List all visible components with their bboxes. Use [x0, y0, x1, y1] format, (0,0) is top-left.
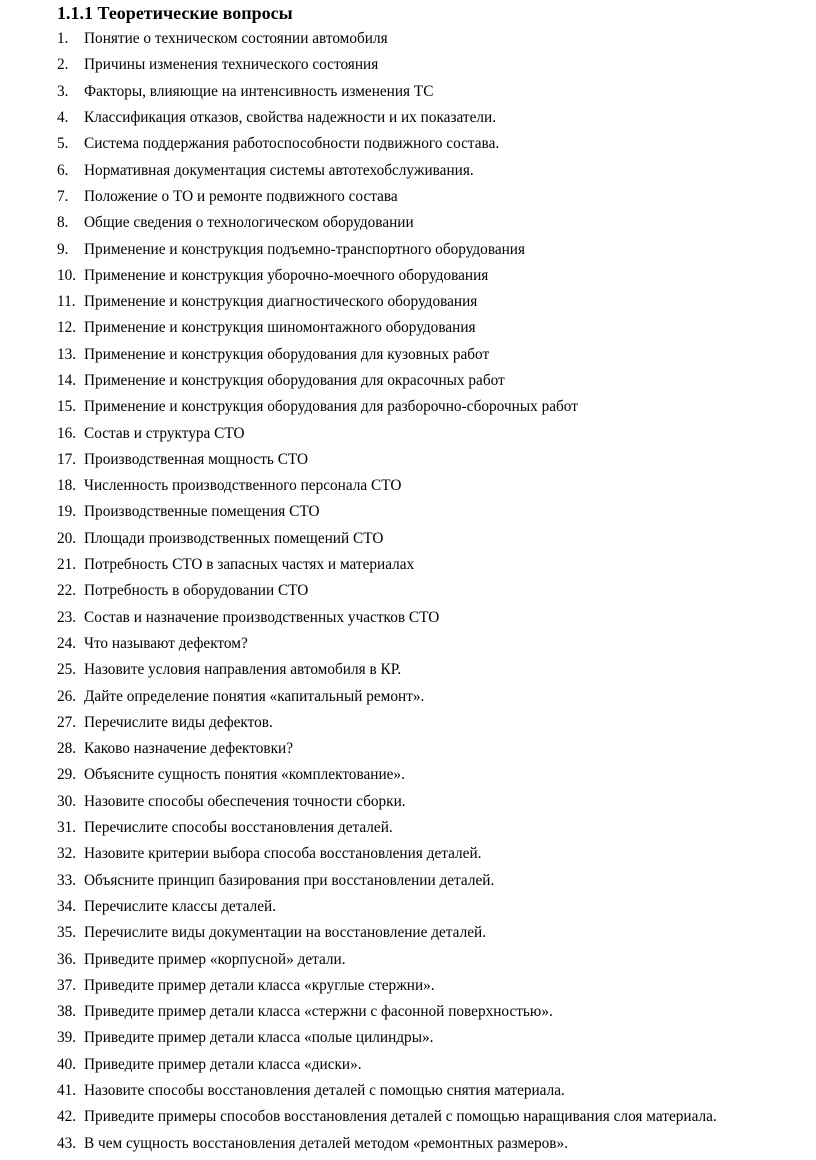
question-item [0, 473, 816, 499]
question-item [0, 499, 816, 525]
question-number: 4. [57, 109, 69, 127]
question-text: Применение и конструкция диагностического оборудования [84, 293, 478, 311]
question-number: 41. [57, 1082, 77, 1100]
question-text: Потребность в оборудовании СТО [84, 582, 309, 600]
question-number: 29. [57, 766, 77, 784]
question-number: 39. [57, 1029, 77, 1047]
question-text: Применение и конструкция подъемно-транспортного оборудования [84, 240, 526, 258]
question-text: Производственные помещения СТО [84, 503, 320, 521]
question-text: Назовите способы обеспечения точности сборки. [84, 792, 406, 810]
question-item [0, 683, 816, 709]
question-number: 25. [57, 661, 77, 679]
question-text: Классификация отказов, свойства надежности и их показатели. [84, 109, 497, 127]
question-text: Применение и конструкция уборочно-моечного оборудования [84, 266, 489, 284]
question-text: В чем сущность восстановления деталей методом «ремонтных размеров». [84, 1134, 568, 1152]
question-text: Применение и конструкция оборудования для окрасочных работ [84, 372, 505, 389]
question-item [0, 447, 816, 473]
question-text: Назовите условия направления автомобиля в КР. [84, 661, 402, 679]
question-text: Общие сведения о технологическом оборудовании [84, 214, 414, 232]
question-number: 8. [57, 214, 69, 232]
question-text: Приведите пример детали класса «диски». [84, 1055, 362, 1073]
question-item [0, 868, 816, 894]
question-number: 6. [57, 161, 69, 179]
question-text: Потребность СТО в запасных частях и материалах [84, 556, 415, 574]
question-text: Факторы, влияющие на интенсивность изменения ТС [84, 82, 434, 100]
question-text: Положение о ТО и ремонте подвижного состава [84, 187, 398, 205]
question-text: Понятие о техническом состоянии автомобиля [84, 30, 388, 48]
question-number: 28. [57, 740, 77, 758]
question-item [0, 815, 816, 841]
question-number: 38. [57, 1003, 77, 1021]
question-number: 26. [57, 687, 77, 705]
question-text: Каково назначение дефектовки? [84, 740, 293, 758]
question-number: 33. [57, 871, 77, 889]
question-text: Дайте определение понятия «капитальный ремонт». [84, 687, 425, 705]
question-text: Приведите пример детали класса «круглые стержни». [84, 976, 435, 994]
question-text: Назовите критерии выбора способа восстановления деталей. [84, 845, 482, 863]
question-number: 7. [57, 187, 69, 205]
question-item [0, 52, 816, 78]
question-item [0, 394, 816, 420]
question-number: 43. [57, 1134, 77, 1152]
question-item [0, 946, 816, 972]
question-item [0, 999, 816, 1025]
question-number: 23. [57, 608, 77, 626]
question-number: 30. [57, 792, 77, 810]
question-text: Состав и структура СТО [84, 424, 245, 442]
question-item [0, 236, 816, 262]
question-text: Перечислите классы деталей. [84, 897, 277, 915]
question-item [0, 1078, 816, 1104]
question-text: Численность производственного персонала СТО [84, 477, 402, 495]
question-number: 24. [57, 634, 77, 652]
question-list [0, 26, 816, 1157]
question-item [0, 1130, 816, 1156]
question-number: 42. [57, 1108, 77, 1126]
question-text: Перечислите виды дефектов. [84, 713, 273, 731]
question-number: 10. [57, 266, 77, 284]
question-text: Причины изменения технического состояния [84, 56, 379, 74]
question-number: 12. [57, 319, 77, 337]
question-item [0, 184, 816, 210]
question-item [0, 920, 816, 946]
question-text: Назовите способы восстановления деталей с помощью снятия материала. [84, 1082, 565, 1100]
question-number: 37. [57, 976, 77, 994]
question-number: 32. [57, 845, 77, 863]
question-item [0, 736, 816, 762]
question-item [0, 157, 816, 183]
question-item [0, 894, 816, 920]
question-item [0, 1104, 816, 1130]
question-number: 22. [57, 582, 77, 600]
question-number: 19. [57, 503, 77, 521]
question-number: 14. [57, 372, 77, 389]
question-item [0, 1052, 816, 1078]
question-item [0, 368, 816, 394]
question-item [0, 210, 816, 236]
question-item [0, 420, 816, 446]
question-number: 31. [57, 819, 77, 837]
question-number: 11. [57, 293, 76, 311]
question-item [0, 552, 816, 578]
question-item [0, 289, 816, 315]
question-item [0, 131, 816, 157]
question-item [0, 578, 816, 604]
question-text: Объясните принцип базирования при восстановлении деталей. [84, 871, 495, 889]
question-text: Перечислите способы восстановления деталей. [84, 819, 393, 837]
question-item [0, 526, 816, 552]
question-text: Приведите пример детали класса «полые цилиндры». [84, 1029, 434, 1047]
question-text: Система поддержания работоспособности подвижного состава. [84, 135, 500, 153]
question-item [0, 315, 816, 341]
question-item [0, 789, 816, 815]
question-item [0, 263, 816, 289]
question-number: 13. [57, 345, 77, 363]
question-item [0, 342, 816, 368]
question-text: Нормативная документация системы автотехобслуживания. [84, 161, 474, 179]
question-number: 15. [57, 398, 77, 416]
question-text: Приведите примеры способов восстановления деталей с помощью наращивания слоя материала. [84, 1108, 717, 1126]
question-number: 9. [57, 240, 69, 258]
section-heading: 1.1.1 Теоретические вопросы [57, 3, 293, 23]
question-number: 17. [57, 450, 77, 468]
question-number: 16. [57, 424, 77, 442]
question-number: 27. [57, 713, 77, 731]
question-number: 1. [57, 30, 69, 48]
question-number: 40. [57, 1055, 77, 1073]
question-item [0, 1025, 816, 1051]
question-item [0, 79, 816, 105]
question-number: 21. [57, 556, 77, 574]
question-text: Применение и конструкция оборудования для разборочно-сборочных работ [84, 398, 578, 416]
question-item [0, 605, 816, 631]
question-text: Объясните сущность понятия «комплектование». [84, 766, 405, 784]
question-item [0, 973, 816, 999]
question-number: 36. [57, 950, 77, 968]
question-item [0, 710, 816, 736]
question-number: 5. [57, 135, 69, 153]
question-text: Площади производственных помещений СТО [84, 529, 384, 547]
question-text: Применение и конструкция оборудования для кузовных работ [84, 345, 490, 363]
question-text: Перечислите виды документации на восстановление деталей. [84, 924, 487, 942]
question-text: Приведите пример детали класса «стержни с фасонной поверхностью». [84, 1003, 553, 1021]
question-item [0, 631, 816, 657]
question-number: 20. [57, 529, 77, 547]
question-number: 2. [57, 56, 69, 74]
question-number: 3. [57, 82, 69, 100]
question-item [0, 657, 816, 683]
question-text: Применение и конструкция шиномонтажного оборудования [84, 319, 476, 337]
question-item [0, 105, 816, 131]
question-number: 34. [57, 897, 77, 915]
question-number: 18. [57, 477, 77, 495]
question-item [0, 26, 816, 52]
question-number: 35. [57, 924, 77, 942]
question-item [0, 841, 816, 867]
question-text: Состав и назначение производственных участков СТО [84, 608, 440, 626]
question-text: Производственная мощность СТО [84, 450, 309, 468]
question-item [0, 762, 816, 788]
question-text: Приведите пример «корпусной» детали. [84, 950, 346, 968]
question-text: Что называют дефектом? [84, 634, 248, 652]
